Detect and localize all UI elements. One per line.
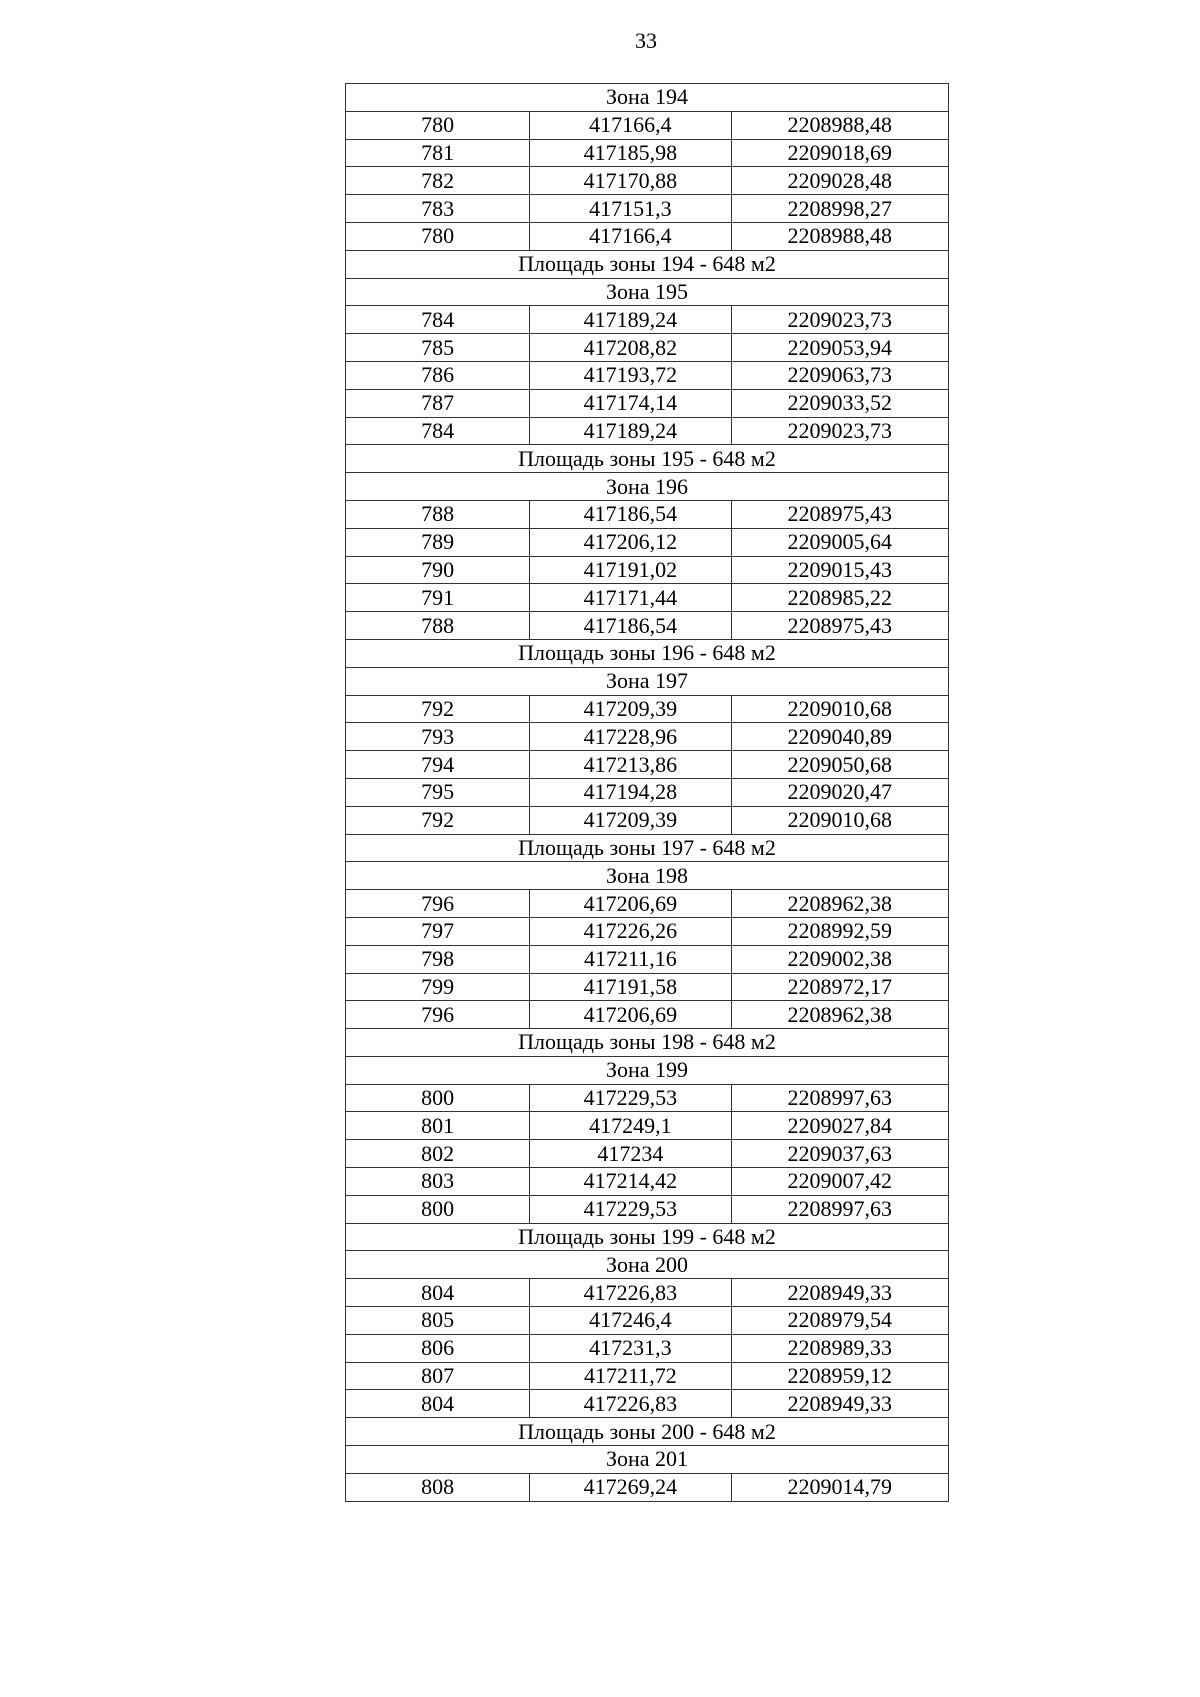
point-number-cell: 785 <box>346 334 530 362</box>
coordinate-row <box>346 917 949 945</box>
x-coordinate-cell: 417174,14 <box>530 389 731 417</box>
point-number-cell: 808 <box>346 1473 530 1501</box>
y-coordinate-cell: 2209020,47 <box>731 778 948 806</box>
point-number-cell: 791 <box>346 584 530 612</box>
point-number-cell: 786 <box>346 361 530 389</box>
y-coordinate-cell: 2208949,33 <box>731 1390 948 1418</box>
y-coordinate-cell: 2209018,69 <box>731 139 948 167</box>
coordinate-row <box>346 334 949 362</box>
y-coordinate-cell: 2208998,27 <box>731 195 948 223</box>
point-number-cell: 780 <box>346 222 530 250</box>
point-number-cell: 784 <box>346 306 530 334</box>
y-coordinate-cell: 2208997,63 <box>731 1195 948 1223</box>
zone-area: Площадь зоны 200 - 648 м2 <box>346 1418 949 1446</box>
coordinate-row <box>346 1307 949 1335</box>
x-coordinate-cell: 417246,4 <box>530 1307 731 1335</box>
coordinates-table <box>345 83 949 1502</box>
coordinate-row <box>346 139 949 167</box>
point-number-cell: 803 <box>346 1168 530 1196</box>
point-number-cell: 794 <box>346 751 530 779</box>
y-coordinate-cell: 2208992,59 <box>731 917 948 945</box>
point-number-cell: 799 <box>346 973 530 1001</box>
y-coordinate-cell: 2208988,48 <box>731 111 948 139</box>
zone-title: Зона 196 <box>346 473 949 501</box>
y-coordinate-cell: 2209005,64 <box>731 528 948 556</box>
x-coordinate-cell: 417191,02 <box>530 556 731 584</box>
coordinate-row <box>346 1362 949 1390</box>
zone-title: Зона 198 <box>346 862 949 890</box>
coordinate-row <box>346 723 949 751</box>
coordinate-row <box>346 1084 949 1112</box>
x-coordinate-cell: 417185,98 <box>530 139 731 167</box>
zone-area-row <box>346 834 949 862</box>
zone-title-row <box>346 667 949 695</box>
x-coordinate-cell: 417171,44 <box>530 584 731 612</box>
point-number-cell: 805 <box>346 1307 530 1335</box>
x-coordinate-cell: 417209,39 <box>530 806 731 834</box>
zone-title-row <box>346 278 949 306</box>
zone-area-row <box>346 1029 949 1057</box>
zone-area-row <box>346 1418 949 1446</box>
point-number-cell: 780 <box>346 111 530 139</box>
y-coordinate-cell: 2209010,68 <box>731 695 948 723</box>
coordinate-row <box>346 195 949 223</box>
point-number-cell: 796 <box>346 1001 530 1029</box>
y-coordinate-cell: 2208997,63 <box>731 1084 948 1112</box>
zone-title-row <box>346 1056 949 1084</box>
coordinate-row <box>346 1279 949 1307</box>
x-coordinate-cell: 417151,3 <box>530 195 731 223</box>
x-coordinate-cell: 417194,28 <box>530 778 731 806</box>
x-coordinate-cell: 417249,1 <box>530 1112 731 1140</box>
x-coordinate-cell: 417193,72 <box>530 361 731 389</box>
point-number-cell: 789 <box>346 528 530 556</box>
zone-area-row <box>346 1223 949 1251</box>
y-coordinate-cell: 2209053,94 <box>731 334 948 362</box>
y-coordinate-cell: 2209023,73 <box>731 306 948 334</box>
x-coordinate-cell: 417211,16 <box>530 945 731 973</box>
point-number-cell: 800 <box>346 1084 530 1112</box>
zone-area: Площадь зоны 198 - 648 м2 <box>346 1029 949 1057</box>
coordinate-row <box>346 806 949 834</box>
zone-title-row <box>346 1446 949 1474</box>
zone-area: Площадь зоны 199 - 648 м2 <box>346 1223 949 1251</box>
point-number-cell: 784 <box>346 417 530 445</box>
point-number-cell: 797 <box>346 917 530 945</box>
x-coordinate-cell: 417209,39 <box>530 695 731 723</box>
y-coordinate-cell: 2209010,68 <box>731 806 948 834</box>
coordinate-row <box>346 973 949 1001</box>
x-coordinate-cell: 417234 <box>530 1140 731 1168</box>
point-number-cell: 793 <box>346 723 530 751</box>
coordinate-row <box>346 417 949 445</box>
zone-area: Площадь зоны 197 - 648 м2 <box>346 834 949 862</box>
coordinate-row <box>346 1112 949 1140</box>
y-coordinate-cell: 2208972,17 <box>731 973 948 1001</box>
point-number-cell: 804 <box>346 1390 530 1418</box>
point-number-cell: 792 <box>346 695 530 723</box>
coordinate-row <box>346 167 949 195</box>
point-number-cell: 798 <box>346 945 530 973</box>
coordinate-row <box>346 306 949 334</box>
zone-area-row <box>346 250 949 278</box>
coordinate-row <box>346 1195 949 1223</box>
coordinate-row <box>346 1168 949 1196</box>
zone-title: Зона 199 <box>346 1056 949 1084</box>
y-coordinate-cell: 2208949,33 <box>731 1279 948 1307</box>
page-number: 33 <box>635 28 657 53</box>
zone-title: Зона 200 <box>346 1251 949 1279</box>
x-coordinate-cell: 417189,24 <box>530 417 731 445</box>
point-number-cell: 792 <box>346 806 530 834</box>
y-coordinate-cell: 2208989,33 <box>731 1334 948 1362</box>
point-number-cell: 807 <box>346 1362 530 1390</box>
coordinate-row <box>346 890 949 918</box>
zone-title: Зона 195 <box>346 278 949 306</box>
y-coordinate-cell: 2209050,68 <box>731 751 948 779</box>
coordinate-row <box>346 695 949 723</box>
y-coordinate-cell: 2208962,38 <box>731 890 948 918</box>
y-coordinate-cell: 2208975,43 <box>731 500 948 528</box>
x-coordinate-cell: 417214,42 <box>530 1168 731 1196</box>
x-coordinate-cell: 417229,53 <box>530 1084 731 1112</box>
coordinate-row <box>346 222 949 250</box>
y-coordinate-cell: 2208962,38 <box>731 1001 948 1029</box>
coordinate-row <box>346 1390 949 1418</box>
x-coordinate-cell: 417206,69 <box>530 890 731 918</box>
point-number-cell: 782 <box>346 167 530 195</box>
x-coordinate-cell: 417226,26 <box>530 917 731 945</box>
zone-area: Площадь зоны 195 - 648 м2 <box>346 445 949 473</box>
coordinates-table-body <box>346 84 949 1502</box>
y-coordinate-cell: 2209014,79 <box>731 1473 948 1501</box>
x-coordinate-cell: 417166,4 <box>530 222 731 250</box>
coordinate-row <box>346 1334 949 1362</box>
y-coordinate-cell: 2209002,38 <box>731 945 948 973</box>
zone-area: Площадь зоны 194 - 648 м2 <box>346 250 949 278</box>
x-coordinate-cell: 417166,4 <box>530 111 731 139</box>
zone-title: Зона 194 <box>346 84 949 112</box>
x-coordinate-cell: 417170,88 <box>530 167 731 195</box>
x-coordinate-cell: 417211,72 <box>530 1362 731 1390</box>
y-coordinate-cell: 2208985,22 <box>731 584 948 612</box>
coordinate-row <box>346 1140 949 1168</box>
point-number-cell: 802 <box>346 1140 530 1168</box>
zone-area-row <box>346 639 949 667</box>
coordinate-row <box>346 1473 949 1501</box>
x-coordinate-cell: 417186,54 <box>530 612 731 640</box>
y-coordinate-cell: 2209023,73 <box>731 417 948 445</box>
coordinate-row <box>346 528 949 556</box>
coordinate-row <box>346 389 949 417</box>
coordinate-row <box>346 945 949 973</box>
y-coordinate-cell: 2208975,43 <box>731 612 948 640</box>
zone-title-row <box>346 1251 949 1279</box>
zone-title-row <box>346 473 949 501</box>
zone-title-row <box>346 862 949 890</box>
x-coordinate-cell: 417191,58 <box>530 973 731 1001</box>
y-coordinate-cell: 2209015,43 <box>731 556 948 584</box>
zone-title-row <box>346 84 949 112</box>
zone-title: Зона 197 <box>346 667 949 695</box>
x-coordinate-cell: 417231,3 <box>530 1334 731 1362</box>
point-number-cell: 788 <box>346 612 530 640</box>
x-coordinate-cell: 417213,86 <box>530 751 731 779</box>
point-number-cell: 796 <box>346 890 530 918</box>
x-coordinate-cell: 417189,24 <box>530 306 731 334</box>
zone-title: Зона 201 <box>346 1446 949 1474</box>
point-number-cell: 800 <box>346 1195 530 1223</box>
x-coordinate-cell: 417186,54 <box>530 500 731 528</box>
x-coordinate-cell: 417269,24 <box>530 1473 731 1501</box>
point-number-cell: 790 <box>346 556 530 584</box>
coordinate-row <box>346 612 949 640</box>
y-coordinate-cell: 2209027,84 <box>731 1112 948 1140</box>
zone-area: Площадь зоны 196 - 648 м2 <box>346 639 949 667</box>
x-coordinate-cell: 417206,12 <box>530 528 731 556</box>
point-number-cell: 806 <box>346 1334 530 1362</box>
x-coordinate-cell: 417206,69 <box>530 1001 731 1029</box>
coordinate-row <box>346 111 949 139</box>
coordinate-row <box>346 1001 949 1029</box>
coordinate-row <box>346 778 949 806</box>
y-coordinate-cell: 2209037,63 <box>731 1140 948 1168</box>
coordinate-row <box>346 361 949 389</box>
x-coordinate-cell: 417208,82 <box>530 334 731 362</box>
x-coordinate-cell: 417226,83 <box>530 1390 731 1418</box>
y-coordinate-cell: 2208979,54 <box>731 1307 948 1335</box>
y-coordinate-cell: 2208988,48 <box>731 222 948 250</box>
coordinate-row <box>346 751 949 779</box>
point-number-cell: 804 <box>346 1279 530 1307</box>
point-number-cell: 801 <box>346 1112 530 1140</box>
coordinate-row <box>346 584 949 612</box>
y-coordinate-cell: 2209028,48 <box>731 167 948 195</box>
coordinate-row <box>346 556 949 584</box>
y-coordinate-cell: 2209040,89 <box>731 723 948 751</box>
point-number-cell: 787 <box>346 389 530 417</box>
point-number-cell: 788 <box>346 500 530 528</box>
y-coordinate-cell: 2208959,12 <box>731 1362 948 1390</box>
x-coordinate-cell: 417229,53 <box>530 1195 731 1223</box>
point-number-cell: 783 <box>346 195 530 223</box>
coordinate-row <box>346 500 949 528</box>
point-number-cell: 781 <box>346 139 530 167</box>
point-number-cell: 795 <box>346 778 530 806</box>
y-coordinate-cell: 2209033,52 <box>731 389 948 417</box>
zone-area-row <box>346 445 949 473</box>
x-coordinate-cell: 417228,96 <box>530 723 731 751</box>
x-coordinate-cell: 417226,83 <box>530 1279 731 1307</box>
y-coordinate-cell: 2209063,73 <box>731 361 948 389</box>
y-coordinate-cell: 2209007,42 <box>731 1168 948 1196</box>
